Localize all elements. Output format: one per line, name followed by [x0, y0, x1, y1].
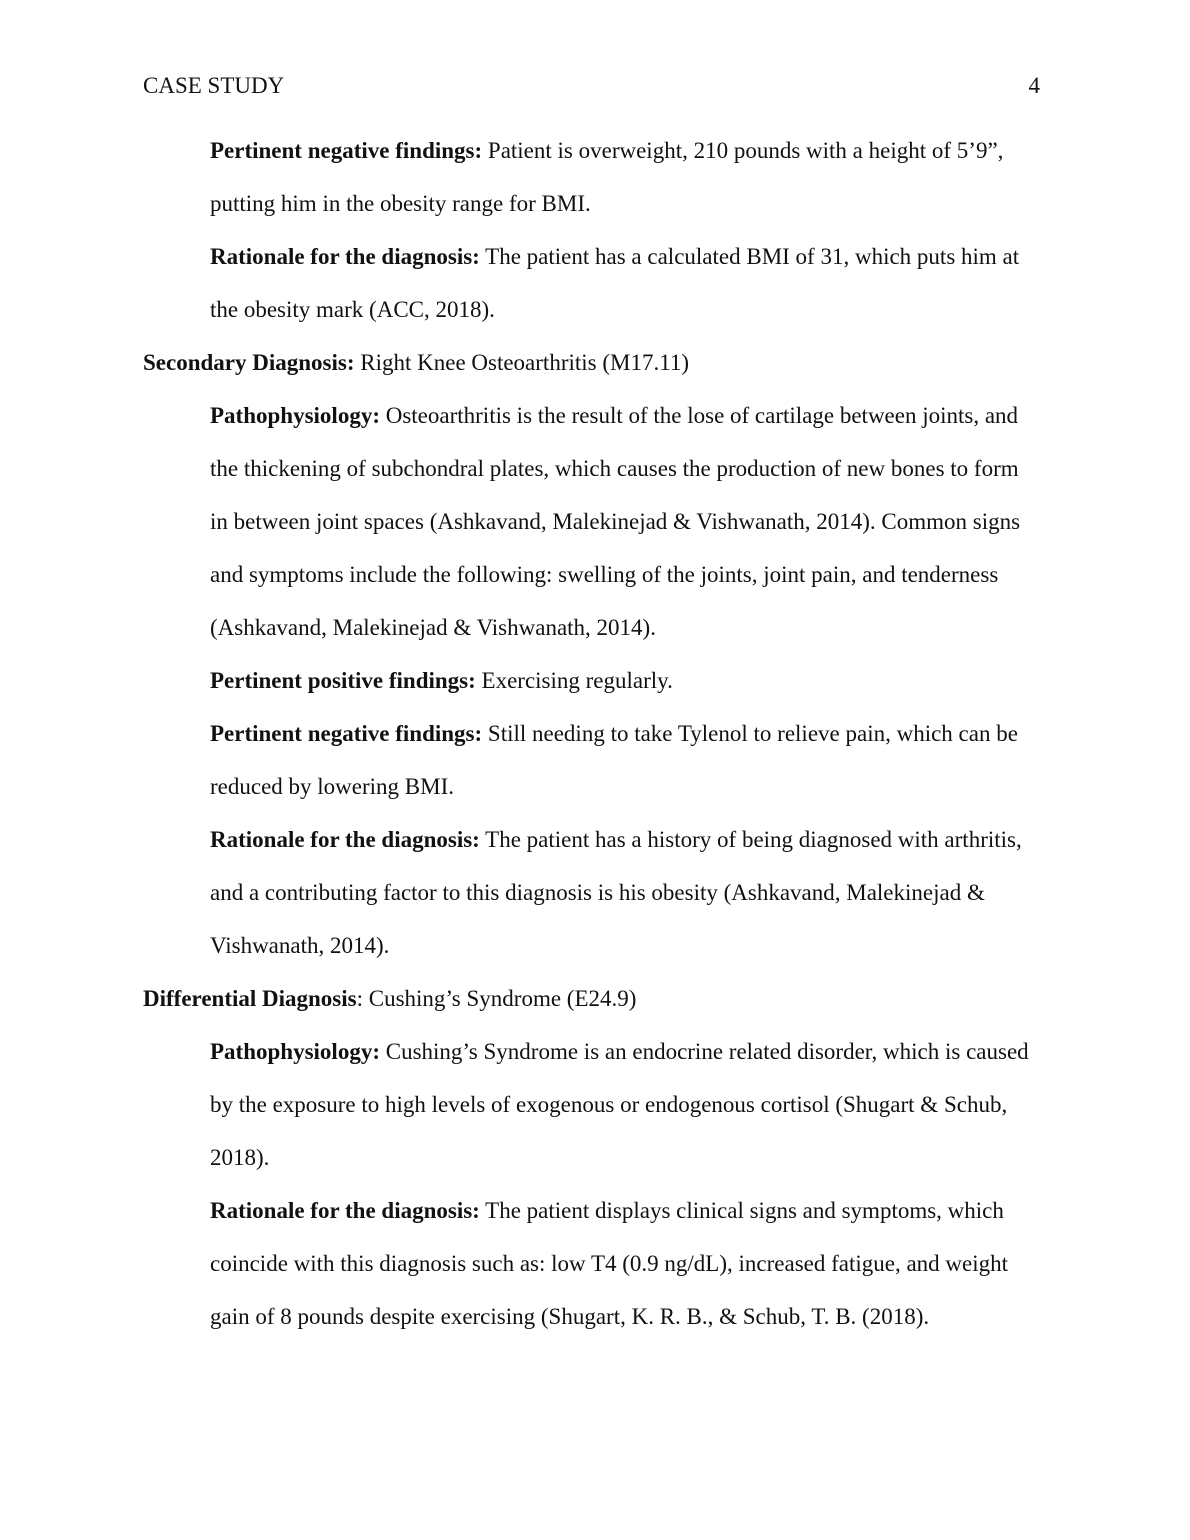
document-body	[143, 124, 1040, 1343]
paragraph-lead: Rationale for the diagnosis:	[210, 827, 480, 852]
paragraph-lead: Rationale for the diagnosis:	[210, 1198, 480, 1223]
paragraph	[210, 389, 1040, 654]
running-head: CASE STUDY	[143, 73, 285, 98]
paragraph-text: The patient has a calculated BMI of 31, which puts him at the obesity mark (ACC, 2018).	[210, 244, 1020, 322]
paragraph-text: Osteoarthritis is the result of the lose of cartilage between joints, and the thickening of subchondral plates, which causes the production of new bones to form in between joint spaces (Ashkavand, Malekinejad & Vishwanath, 2014). Common signs and symptoms include the following: swelling of the joints, joint pain, and tenderness (Ashkavand, Malekinejad & Vishwanath, 2014).	[210, 403, 1021, 640]
paragraph-text: The patient has a history of being diagnosed with arthritis, and a contributing factor to this diagnosis is his obesity (Ashkavand, Malekinejad & Vishwanath, 2014).	[210, 827, 1022, 958]
paragraph	[210, 813, 1040, 972]
paragraph-lead: Rationale for the diagnosis:	[210, 244, 480, 269]
paragraph-lead: Pathophysiology:	[210, 1039, 380, 1064]
paragraph	[210, 1184, 1040, 1343]
paragraph	[210, 124, 1040, 230]
paragraph-text: : Cushing’s Syndrome (E24.9)	[356, 986, 637, 1011]
paragraph-text: Cushing’s Syndrome is an endocrine related disorder, which is caused by the exposure to high levels of exogenous or endogenous cortisol (Shugart & Schub, 2018).	[210, 1039, 1029, 1170]
page-header	[143, 72, 1040, 100]
paragraph-secondary-diagnosis	[143, 336, 1040, 389]
paragraph-lead: Pertinent positive findings:	[210, 668, 476, 693]
paragraph-text: Exercising regularly.	[475, 668, 673, 693]
paragraph-differential-diagnosis	[143, 972, 1040, 1025]
paragraph-lead: Secondary Diagnosis:	[143, 350, 355, 375]
paragraph-lead: Pertinent negative findings:	[210, 138, 483, 163]
paragraph	[210, 230, 1040, 336]
paragraph	[210, 1025, 1040, 1184]
paragraph-lead: Pathophysiology:	[210, 403, 380, 428]
paragraph-text: Right Knee Osteoarthritis (M17.11)	[354, 350, 690, 375]
paragraph	[210, 707, 1040, 813]
paragraph-lead: Pertinent negative findings:	[210, 721, 483, 746]
paragraph	[210, 654, 1040, 707]
paragraph-lead: Differential Diagnosis	[143, 986, 357, 1011]
paragraph-text: The patient displays clinical signs and symptoms, which coincide with this diagnosis such as: low T4 (0.9 ng/dL), increased fatigue, and weight gain of 8 pounds despite exercising (Shugart, K. R. B., & Schub, T. B. (2018).	[210, 1198, 1009, 1329]
paragraph-text: Still needing to take Tylenol to relieve pain, which can be reduced by lowering BMI.	[210, 721, 1018, 799]
paragraph-text: Patient is overweight, 210 pounds with a height of 5’9”, putting him in the obesity range for BMI.	[210, 138, 1004, 216]
page-number: 4	[1028, 73, 1040, 98]
